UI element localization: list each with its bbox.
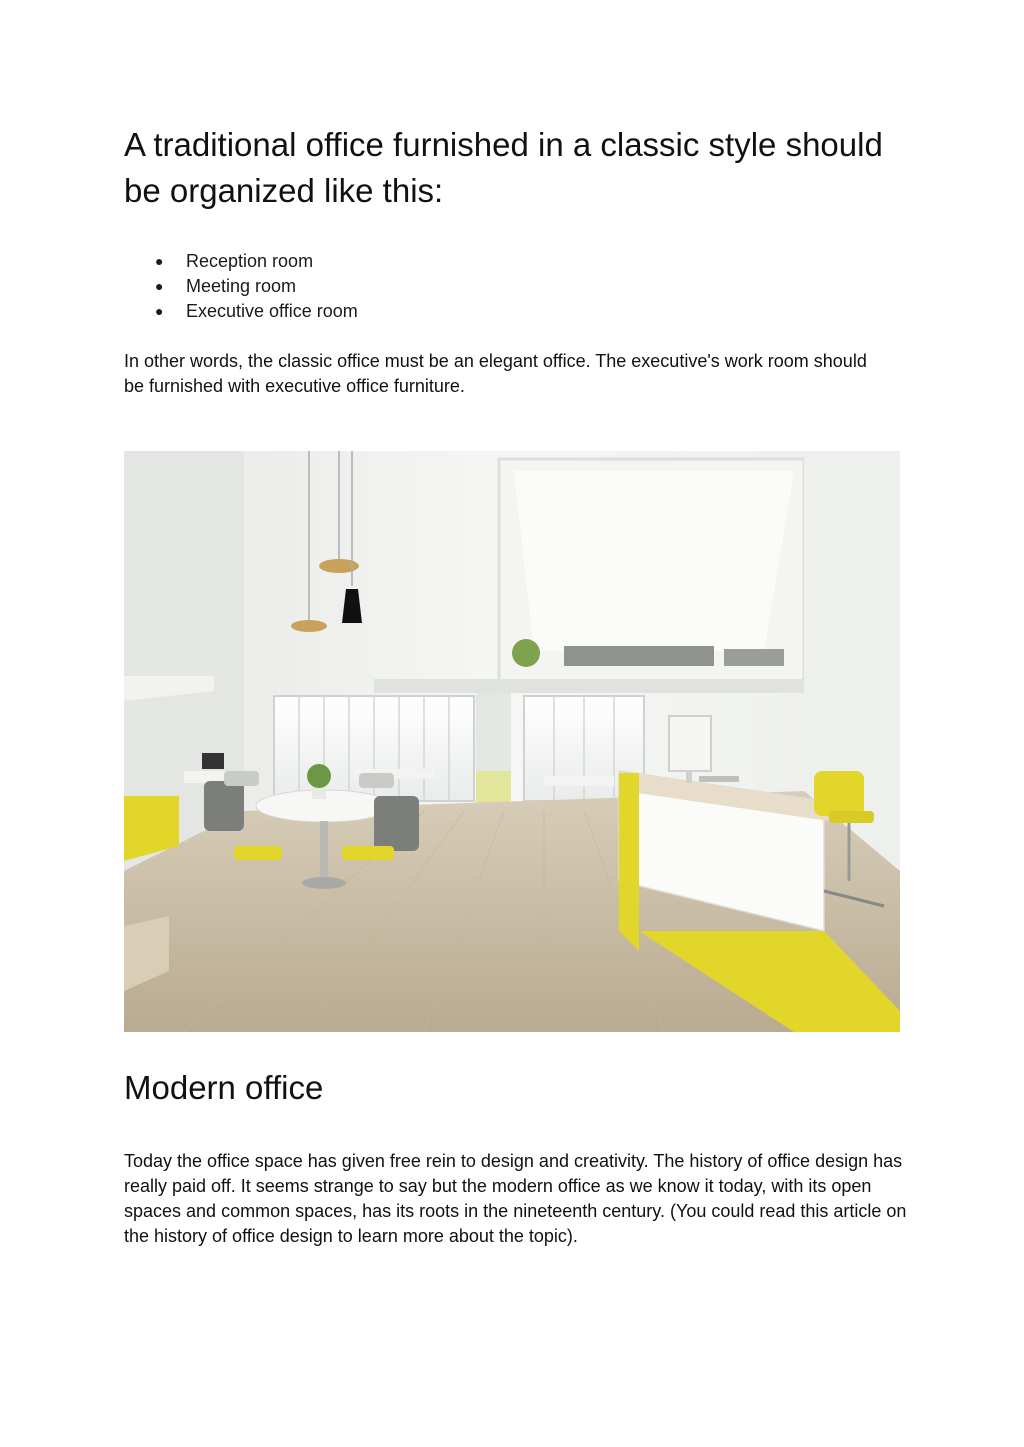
section-heading-traditional-office: A traditional office furnished in a classic style should be organized like this: bbox=[124, 126, 883, 209]
office-interior-illustration bbox=[124, 451, 900, 1032]
bullet-icon: ● bbox=[155, 303, 164, 319]
list-item-label: Meeting room bbox=[186, 276, 297, 296]
list-item bbox=[124, 274, 358, 299]
bullet-icon: ● bbox=[155, 278, 164, 294]
list-item bbox=[124, 299, 358, 324]
list-item bbox=[124, 249, 358, 274]
paragraph-classic-office: In other words, the classic office must be an elegant office. The executive's work room should be furnished with executive office furniture. bbox=[124, 351, 867, 396]
room-list bbox=[124, 249, 358, 324]
office-interior-photo bbox=[124, 451, 900, 1032]
list-item-label: Executive office room bbox=[186, 301, 358, 321]
paragraph-modern-office: Today the office space has given free rein to design and creativity. The history of office design has really paid off. It seems strange to say but the modern office as we know it today, with its open spaces and common spaces, has its roots in the nineteenth century. (You could read this article on the history of office design to learn more about the topic). bbox=[124, 1151, 907, 1246]
bullet-icon: ● bbox=[155, 253, 164, 269]
section-heading-modern-office: Modern office bbox=[124, 1069, 324, 1106]
list-item-label: Reception room bbox=[186, 251, 314, 271]
